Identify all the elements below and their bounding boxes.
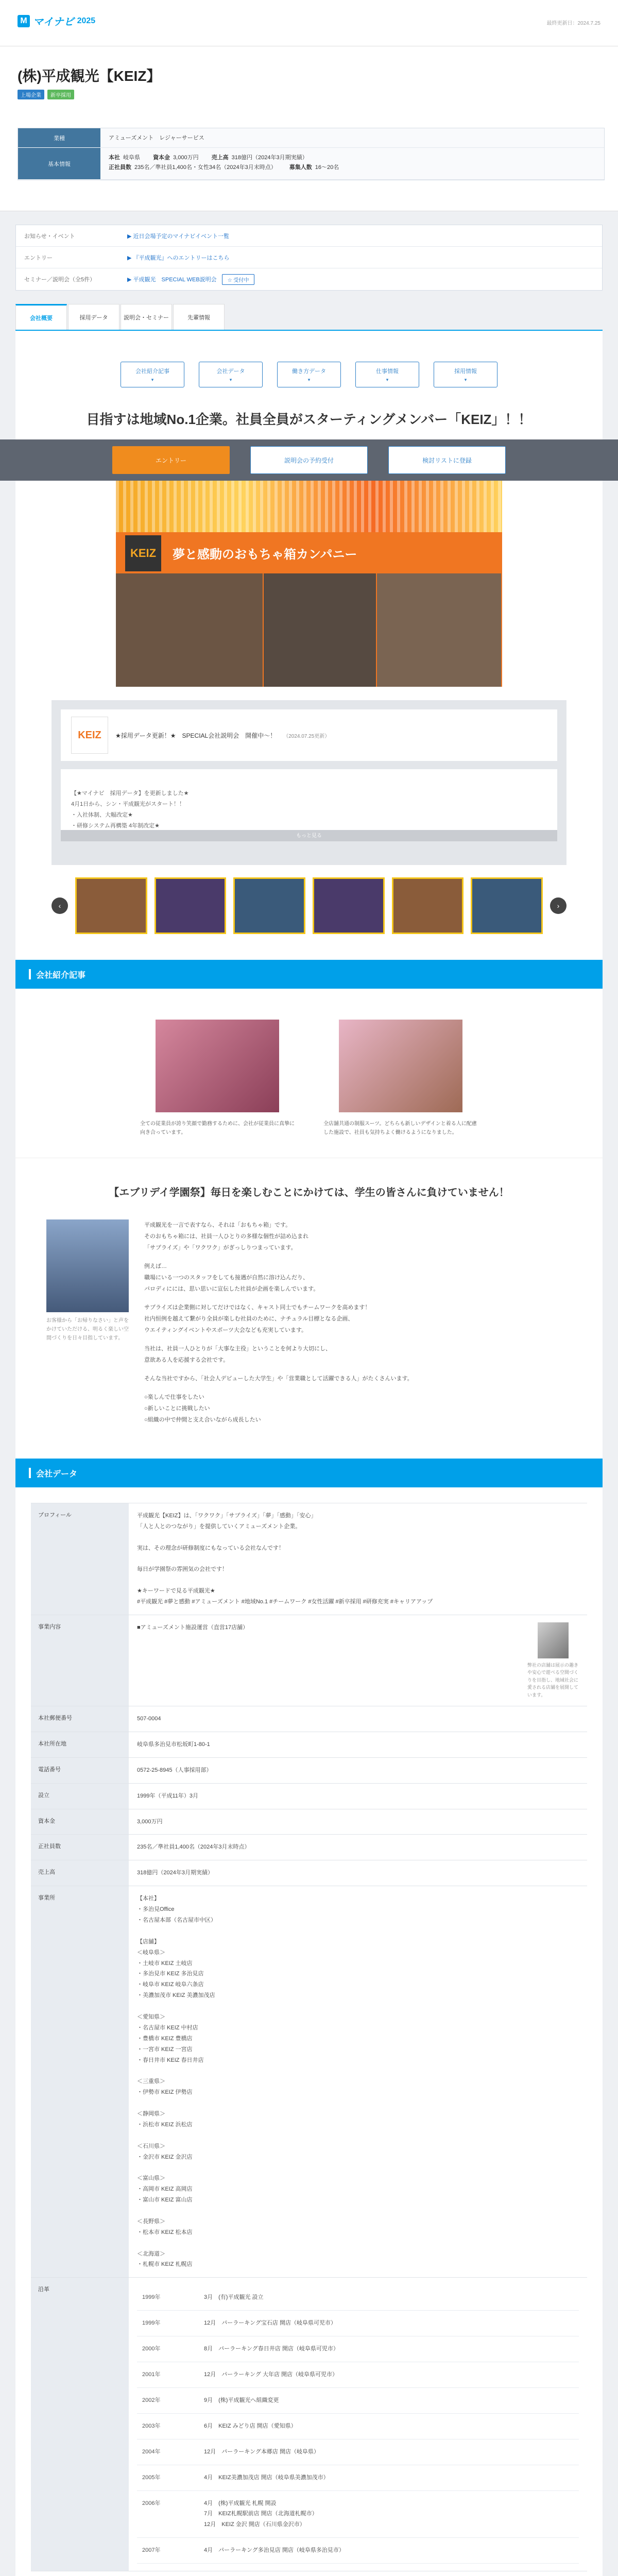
event-link[interactable]: ▶ 近日会場予定のマイナビイベント一覧: [127, 233, 229, 240]
capital-label: 資本金: [153, 155, 170, 161]
last-updated: 最終更新日：2024.7.25: [546, 21, 600, 26]
data-th: 資本金: [31, 1809, 129, 1835]
history-year: 2007年: [137, 2538, 199, 2564]
basic-values: [100, 148, 604, 180]
feature-paragraph: そんな当社ですから、「社会人デビューした大学生」や「営業職として活躍できる人」がたくさんいます。: [144, 1376, 413, 1382]
subnav-recruit[interactable]: [434, 362, 497, 387]
data-td: 【本社】 ・多治見Office ・名古屋本部（名古屋市中区） 【店舗】 ＜岐阜県＞ ・土岐市 KEIZ 土岐店 ・多治見市 KEIZ 多治見店 ・岐阜市 KEIZ 岐阜六条店 ・美濃加茂市 KEIZ 美濃加茂店 ＜愛知県＞ ・名古屋市 KEIZ 中村店 ・豊橋市 KEIZ 豊橋店 ・一宮市 KEIZ 一宮店 ・春日井市 KEIZ 春日井店 ＜三重県＞ ・伊勢市 KEIZ 伊勢店 ＜静岡県＞ ・浜松市 KEIZ 浜松店 ＜石川県＞ ・金沢市 KEIZ 金沢店 ＜富山県＞ ・高岡市 KEIZ 高岡店 ・富山市 KEIZ 富山店 ＜長野県＞ ・松本市 KEIZ 松本店 ＜北海道＞ ・札幌市 KEIZ 札幌店: [129, 1886, 587, 2278]
data-td: [129, 1615, 587, 1706]
feature-side: [46, 1219, 129, 1433]
history-text: 12月 パーラーキング本郷店 開店（岐阜県）: [199, 2439, 579, 2465]
data-td: 318億円（2024年3月期実績）: [129, 1860, 587, 1886]
carousel-thumb[interactable]: [392, 877, 464, 934]
subnav-label: 採用情報: [454, 368, 477, 375]
sales-label: 売上高: [211, 155, 229, 161]
history-list: [129, 2278, 587, 2571]
data-th: 事業所: [31, 1886, 129, 2278]
news-body: [61, 769, 557, 841]
subnav-job[interactable]: [355, 362, 419, 387]
data-td: 3,000万円: [129, 1809, 587, 1835]
company-tags: [18, 90, 600, 99]
carousel-next-button[interactable]: ›: [550, 897, 566, 914]
tab-overview[interactable]: 会社概要: [15, 304, 67, 330]
employees-value: 235名／準社員1,400名・女性34名（2024年3月末時点）: [134, 164, 277, 171]
intro-cards: [15, 1020, 603, 1137]
history-year: 2000年: [137, 2336, 199, 2362]
company-data-table: [31, 1503, 587, 2571]
feature-article: [46, 1219, 572, 1433]
subnav-label: 仕事情報: [376, 368, 399, 375]
feature-caption: お客様から「お帰りなさい」と声をかけていただける、明るく楽しい空間づくりを日々目指しています。: [46, 1318, 129, 1341]
history-year: 2002年: [137, 2388, 199, 2414]
event-row-seminar: [16, 268, 602, 290]
favorite-button[interactable]: 検討リストに登録: [388, 446, 506, 474]
section-subnav: [15, 331, 603, 387]
data-td: 235名／準社員1,400名（2024年3月末時点）: [129, 1835, 587, 1860]
data-th: 電話番号: [31, 1758, 129, 1784]
tag-listed: 上場企業: [18, 90, 44, 99]
section-data-title: 会社データ: [15, 1459, 603, 1487]
employees-label: 正社員数: [109, 164, 131, 171]
mynavi-logo-icon: M: [18, 15, 30, 27]
intro-card-image: [156, 1020, 279, 1112]
data-th: プロフィール: [31, 1503, 129, 1615]
carousel-thumb[interactable]: [313, 877, 385, 934]
subnav-workstyle[interactable]: [277, 362, 341, 387]
news-header: [61, 709, 557, 761]
business-photo: [538, 1622, 569, 1658]
history-text: 3月 (有)平成観光 設立: [199, 2285, 579, 2311]
feature-image: [46, 1219, 129, 1312]
seminar-accepting-button[interactable]: ☆ 受付中: [222, 274, 255, 285]
subnav-label: 会社紹介記事: [135, 368, 169, 375]
intro-card[interactable]: [140, 1020, 295, 1137]
chevron-down-icon: ▾: [386, 377, 389, 382]
intro-card[interactable]: [323, 1020, 478, 1137]
brand-year: 2025: [77, 16, 96, 25]
data-td: 岐阜県多治見市松坂町1-80-1: [129, 1732, 587, 1758]
photo-carousel: [52, 877, 566, 934]
data-td: 1999年（平成11年）3月: [129, 1784, 587, 1809]
industry-label: 業種: [18, 128, 100, 148]
history-year: 2005年: [137, 2465, 199, 2491]
main-content: [15, 331, 603, 2576]
carousel-thumb[interactable]: [471, 877, 543, 934]
entry-button[interactable]: エントリー: [112, 446, 230, 474]
carousel-prev-button[interactable]: ‹: [52, 897, 68, 914]
history-text: 4月 KEIZ美濃加茂店 開店（岐阜県美濃加茂市）: [199, 2465, 579, 2491]
section-intro-title: 会社紹介記事: [15, 960, 603, 989]
feature-title: 【エブリデイ学園祭】毎日を楽しむことにかけては、学生の皆さんに負けていません！: [15, 1158, 603, 1199]
hq-value: 岐阜県: [123, 155, 140, 161]
mynavi-logo[interactable]: [18, 13, 95, 28]
hero-image: [116, 481, 502, 687]
tab-seminar[interactable]: 説明会・セミナー: [121, 304, 172, 330]
data-td: 507-0004: [129, 1706, 587, 1732]
business-image: [527, 1622, 579, 1699]
history-text: 8月 パーラーキング春日井店 開店（岐阜県可児市）: [199, 2336, 579, 2362]
cta-bar: [0, 439, 618, 481]
business-text: ■アミューズメント施設運営（直営17店舗）: [137, 1624, 249, 1631]
news-box: [52, 700, 566, 865]
event-box: [15, 225, 603, 291]
entry-link[interactable]: ▶ 『平成観光』へのエントリーはこちら: [127, 255, 230, 261]
hero-photos: [116, 573, 502, 687]
history-text: 12月 パーラーキング 大年店 開店（岐阜県可児市）: [199, 2362, 579, 2388]
feature-paragraph: サプライズは企業側に対してだけではなく、キャスト同士でもチームワークを高めます！ 社内恒例を越えて繋がり全員が楽しむ社員のために、ナチュラル目標となる企画、 ウエイティングイベントやスポーツ大会なども充実しています。: [144, 1304, 371, 1333]
staff-value: 16～20名: [315, 164, 339, 171]
keiz-logo: KEIZ: [125, 535, 161, 571]
intro-card-image: [339, 1020, 462, 1112]
feature-body: [144, 1219, 572, 1433]
staff-label: 募集人数: [289, 164, 312, 171]
hero-banner: [116, 532, 502, 573]
subnav-label: 働き方データ: [292, 368, 326, 375]
feature-paragraph: 平成観光を一言で表すなら、それは「おもちゃ箱」です。 そのおもちゃ箱には、社員一人ひとりの多様な個性が詰め込まれ 「サプライズ」や「ワクワク」がぎっしりつまっています。: [144, 1222, 308, 1251]
intro-card-text: 全ての従業員が誇り笑顔で勤務するために、会社が従業員に真摯に向き合っています。: [140, 1121, 295, 1136]
seminar-link[interactable]: ▶ 平成観光 SPECIAL WEB説明会: [127, 277, 217, 283]
history-text: 9月 (株)平成観光へ組織変更: [199, 2388, 579, 2414]
carousel-thumbs: [75, 877, 543, 934]
chevron-down-icon: ▾: [464, 377, 467, 382]
feature-paragraph: 当社は、社員一人ひとりが「大事な主役」ということを何より大切にし、 意欲ある人を応援する会社です。: [144, 1346, 331, 1363]
history-text: 4月 パーラーキング多治見店 開店（岐阜県多治見市）: [199, 2538, 579, 2564]
company-tabs: [15, 304, 603, 331]
history-text: 4月 (株)平成観光 札幌 開設 7月 KEIZ札幌駅前店 開店（北海道札幌市） 12月 KEIZ 金沢 開店（石川県金沢市）: [199, 2491, 579, 2538]
sales-value: 318億円（2024年3月期実績）: [231, 155, 308, 161]
subnav-intro[interactable]: [121, 362, 184, 387]
feature-paragraph: 例えば… 職場にいる一つのスタッフをしても接遇が自然に溶け込んだり、 パロディにには、思い思いに宣伝した社員が企画を楽しんでいます。: [144, 1263, 319, 1292]
company-name: (株)平成観光【KEIZ】: [18, 68, 161, 84]
history-year: 2003年: [137, 2414, 199, 2439]
chevron-down-icon: ▾: [307, 377, 311, 382]
carousel-thumb[interactable]: [233, 877, 305, 934]
history-year: 2004年: [137, 2439, 199, 2465]
data-th: 正社員数: [31, 1835, 129, 1860]
data-th: 事業内容: [31, 1615, 129, 1706]
chevron-down-icon: ▾: [229, 377, 232, 382]
history-text: 12月 パーラーキング宝石店 開店（岐阜県可児市）: [199, 2311, 579, 2336]
data-th: 本社所在地: [31, 1732, 129, 1758]
data-th: 売上高: [31, 1860, 129, 1886]
event-row-entry: [16, 247, 602, 268]
history-year: 1999年: [137, 2311, 199, 2336]
seminar-button[interactable]: 説明会の予約受付: [250, 446, 368, 474]
news-body-text: 【★マイナビ 採用データ】を更新しました★ 4月1日から、シン・平成観光がスタート！！ ・入社体制、大幅改定★ ・研修システム再構築 4年制改定★: [71, 790, 189, 829]
event-label: セミナー／説明会（全5件）: [24, 277, 96, 283]
data-th: 本社郵便番号: [31, 1706, 129, 1732]
tag-newgrad: 新卒採用: [47, 90, 74, 99]
history-year: 2001年: [137, 2362, 199, 2388]
capital-value: 3,000万円: [173, 155, 199, 161]
history-text: 6月 KEIZ みどり店 開店（愛知県）: [199, 2414, 579, 2439]
basic-label: 基本情報: [18, 148, 100, 180]
intro-card-text: 全店舗共通の制服スーツ。どちらも新しいデザインと着る人に配慮した施設で、社員も気持ちよく働けるようになりました。: [323, 1121, 477, 1136]
data-td: 0572-25-8945（人事採用部）: [129, 1758, 587, 1784]
company-header: [0, 46, 618, 211]
data-td: 平成観光【KEIZ】は、「ワクワク」「サプライズ」「夢」「感動」「安心」 「人と人とのつながり」を提供していくアミューズメント企業。 実は、その理念が研修制度にもなっている会社なんです！ 毎日が学園祭の雰囲気の会社です！ ★キーワードで見る平成観光★ #平成観光 #夢と感動 #アミューズメント #地域No.1 #チームワーク #女性活躍 #新卒採用 #研修充実 #キャリアアップ: [129, 1503, 587, 1615]
event-label: お知らせ・イベント: [24, 233, 75, 240]
news-date: （2024.07.25更新）: [283, 733, 330, 739]
tab-senpai[interactable]: 先輩情報: [173, 304, 225, 330]
business-caption: 弊社の店舗は展示の趣きや安心で遊べる空間づくりを目指し、地域社会に愛される店舗を展開しています。: [527, 1663, 579, 1698]
carousel-thumb[interactable]: [75, 877, 147, 934]
keiz-news-icon: KEIZ: [71, 717, 108, 754]
news-title[interactable]: ★採用データ更新！★ SPECIAL会社説明会 開催中〜！: [115, 732, 277, 739]
event-row-news: [16, 225, 602, 247]
tab-recruit-data[interactable]: 採用データ: [68, 304, 119, 330]
subnav-company-data[interactable]: [199, 362, 263, 387]
hero-top-decoration: [116, 481, 502, 532]
history-year: 1999年: [137, 2285, 199, 2311]
industry-value: アミューズメント レジャーサービス: [100, 128, 604, 148]
basic-info-table: [18, 128, 605, 180]
data-th: 設立: [31, 1784, 129, 1809]
subnav-label: 会社データ: [216, 368, 245, 375]
history-label: 沿革: [31, 2278, 129, 2571]
chevron-down-icon: ▾: [151, 377, 154, 382]
feature-paragraph: ○楽しんで仕事をしたい ○新しいことに挑戦したい ○組織の中で仲間と支え合いながら成長したい: [144, 1394, 261, 1423]
hero-banner-text: 夢と感動のおもちゃ箱カンパニー: [173, 547, 357, 562]
site-header: [0, 0, 618, 46]
catch-copy: 目指すは地域No.1企業。社員全員がスターティングメンバー「KEIZ」！！: [86, 412, 532, 427]
brand-name: マイナビ: [33, 16, 74, 28]
hq-label: 本社: [109, 155, 120, 161]
history-year: 2006年: [137, 2491, 199, 2538]
carousel-thumb[interactable]: [154, 877, 227, 934]
news-more-button[interactable]: もっと見る: [61, 830, 557, 841]
event-label: エントリー: [24, 255, 53, 261]
